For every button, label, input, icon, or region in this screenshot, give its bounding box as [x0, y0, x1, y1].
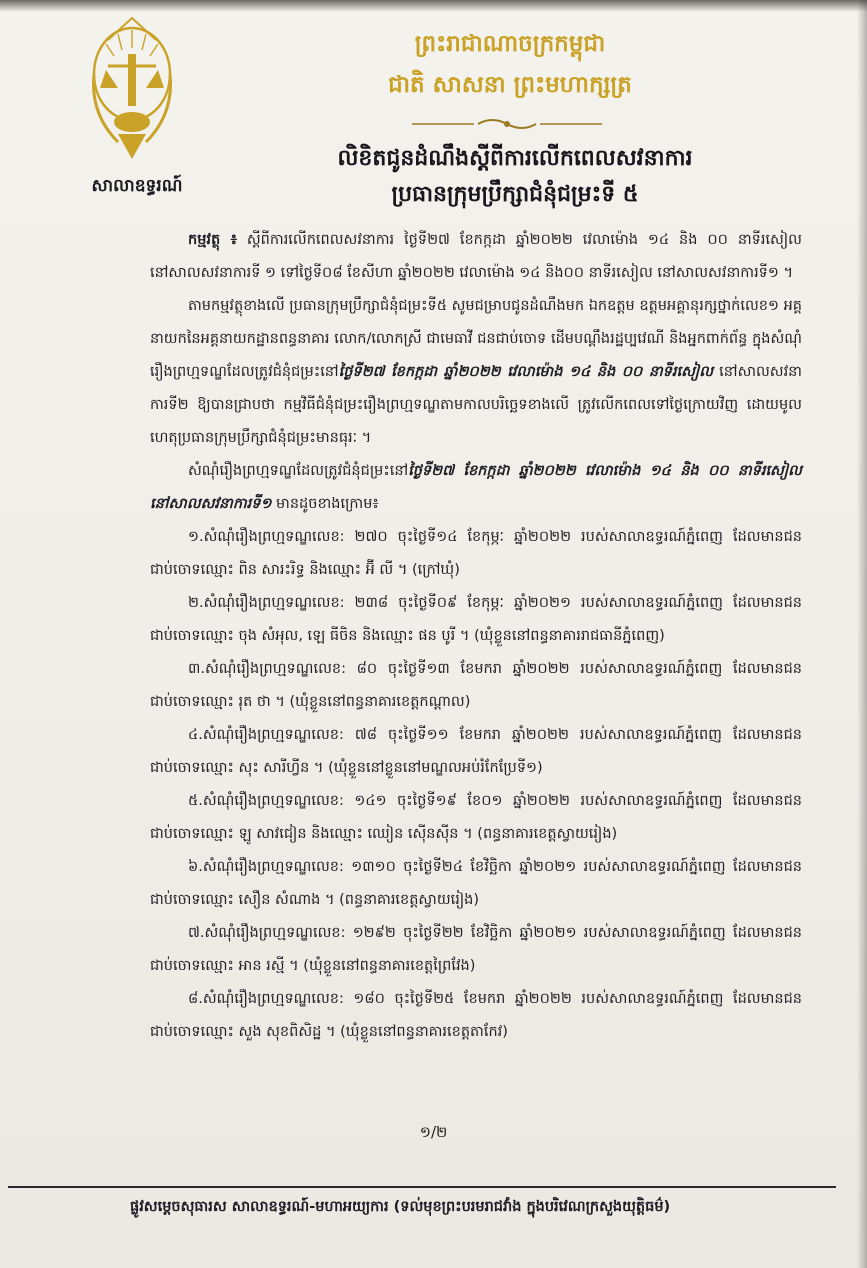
footer-address: ផ្លូវសម្តេចសុធារស សាលាឧទ្ធរណ៍-មហាអយ្យការ (ទល់មុខព្រះបរមរាជវាំង ក្នុងបរិវេណក្រសួងយុត្តិធម៌)	[130, 1199, 671, 1215]
case-item: ១.សំណុំរឿងព្រហ្មទណ្ឌលេខ: ២៧០ ចុះថ្ងៃទី១៤ ខែកុម្ភៈ ឆ្នាំ២០២២ របស់សាលាឧទ្ធរណ៍ភ្នំពេញ ដែលមានជនជាប់ចោទឈ្មោះ ពិន សារះរិទ្ធ និងឈ្មោះ អ៊ី លី ។ (ក្រៅឃុំ)	[150, 529, 802, 578]
divider-ornament-icon	[412, 116, 602, 132]
cases-intro-part-1: សំណុំរឿងព្រហ្មទណ្ឌដែលត្រូវជំនុំជម្រះនៅ	[188, 463, 409, 479]
case-item: ៤.សំណុំរឿងព្រហ្មទណ្ឌលេខ: ៧៨ ចុះថ្ងៃទី១១ ខែមករា ឆ្នាំ២០២២ របស់សាលាឧទ្ធរណ៍ភ្នំពេញ ដែលមានជនជាប់ចោទឈ្មោះ សុះ សារីហ្វីន ។ (ឃុំខ្លួននៅខ្លួននៅមណ្ឌលអប់រំកែប្រែទី១)	[150, 727, 802, 776]
cases-intro-part-2: មានដូចខាងក្រោម៖	[271, 496, 379, 512]
notice-date-emphasis: ថ្ងៃទី២៧ ខែកក្កដា ឆ្នាំ២០២២ វេលាម៉ោង ១៤ និង ០០ នាទីរសៀល	[338, 364, 714, 380]
case-item: ២.សំណុំរឿងព្រហ្មទណ្ឌលេខ: ២៣៨ ចុះថ្ងៃទី០៩ ខែកុម្ភៈ ឆ្នាំ២០២១ របស់សាលាឧទ្ធរណ៍ភ្នំពេញ ដែលមានជនជាប់ចោទឈ្មោះ ចុង សំអុល, ឡេ ធីចិន និងឈ្មោះ ផន បូរី ។ (ឃុំខ្លួននៅពន្ធនាគាររាជធានីភ្នំពេញ)	[150, 595, 802, 644]
subject-paragraph	[150, 224, 802, 290]
notice-paragraph	[150, 290, 802, 455]
ministry-name: សាលាឧទ្ធរណ៍	[91, 176, 183, 196]
case-item: ៨.សំណុំរឿងព្រហ្មទណ្ឌលេខ: ១៨០ ចុះថ្ងៃទី២៥ ខែមករា ឆ្នាំ២០២២ របស់សាលាឧទ្ធរណ៍ភ្នំពេញ ដែលមានជនជាប់ចោទឈ្មោះ សួង សុខពិសិដ្ឋ ។ (ឃុំខ្លួននៅពន្ធនាគារខេត្តតាកែវ)	[150, 991, 802, 1040]
national-motto: ជាតិ សាសនា ព្រះមហាក្សត្រ	[388, 71, 632, 98]
case-item: ៧.សំណុំរឿងព្រហ្មទណ្ឌលេខ: ១២៩២ ចុះថ្ងៃទី២២ ខែវិច្ឆិកា ឆ្នាំ២០២១ របស់សាលាឧទ្ធរណ៍ភ្នំពេញ ដែលមានជនជាប់ចោទឈ្មោះ អាន រស្មី ។ (ឃុំខ្លួននៅពន្ធនាគារខេត្តព្រៃវែង)	[150, 925, 802, 974]
document-title-line-1: លិខិតជូនដំណឹងស្តីពីការលើកពេលសវនាការ	[337, 145, 693, 171]
document-body	[150, 224, 802, 1049]
notice-text-part-2: នៅសាលសវនាការទី២ ឱ្យបានជ្រាបថា កម្មវិធីជំនុំជម្រះរឿងព្រហ្មទណ្ឌតាមកាលបរិច្ឆេទខាងលើ ត្រូវលើកពេលទៅថ្ងៃក្រោយវិញ ដោយមូលហេតុប្រធានក្រុមប្រឹក្សាជំនុំជម្រះមានធុរៈ ។	[150, 364, 802, 446]
page-number: ១/២	[419, 1123, 448, 1141]
kingdom-heading: ព្រះរាជាណាចក្រកម្ពុជា	[414, 30, 606, 57]
page-right-edge	[857, 0, 867, 1268]
footer-divider	[8, 1186, 836, 1188]
subject-text: ស្តីពីការលើកពេលសវនាការ ថ្ងៃទី២៧ ខែកក្កដា ឆ្នាំ២០២២ វេលាម៉ោង ១៤ និង ០០ នាទីរសៀល នៅសាលសវនាការទី ១ ទៅថ្ងៃទី០៨ ខែសីហា ឆ្នាំ២០២២ វេលាម៉ោង ១៤ និង០០ នាទីរសៀល នៅសាលសវនាការទី១ ។	[150, 232, 802, 281]
subject-label: កម្មវត្ថុ ៖	[188, 232, 237, 248]
cases-intro-emphasis: ថ្ងៃទី២៧ ខែកក្កដា ឆ្នាំ២០២២ វេលាម៉ោង ១៤ និង ០០ នាទីរសៀល នៅសាលសវនាការទី១	[150, 463, 802, 512]
notice-text-part-1: តាមកម្មវត្ថុខាងលើ ប្រធានក្រុមប្រឹក្សាជំនុំជម្រះទី៥ សូមជម្រាបជូនដំណឹងមក ឯកឧត្តម ឧត្តមអគ្គានុរក្សថ្នាក់លេខ១ អគ្គនាយកនៃអគ្គនាយកដ្ឋានពន្ធនាគារ លោក/លោកស្រី ជាមេធាវី ជនជាប់ចោទ ដើមបណ្តឹងរដ្ឋប្បវេណី និងអ្នកពាក់ព័ន្ធ ក្នុងសំណុំរឿងព្រហ្មទណ្ឌដែលត្រូវជំនុំជម្រះនៅ	[150, 298, 802, 380]
case-item: ៥.សំណុំរឿងព្រហ្មទណ្ឌលេខ: ១៤១ ចុះថ្ងៃទី១៩ ខែ០១ ឆ្នាំ២០២២ របស់សាលាឧទ្ធរណ៍ភ្នំពេញ ដែលមានជនជាប់ចោទឈ្មោះ ឡូ សាវជៀន និងឈ្មោះ ឈៀន ស៊ើនស៊ីន ។ (ពន្ធនាគារខេត្តស្វាយរៀង)	[150, 793, 802, 842]
royal-arms-emblem-icon	[78, 14, 186, 164]
case-item: ៣.សំណុំរឿងព្រហ្មទណ្ឌលេខ: ៨០ ចុះថ្ងៃទី១៣ ខែមករា ឆ្នាំ២០២២ របស់សាលាឧទ្ធរណ៍ភ្នំពេញ ដែលមានជនជាប់ចោទឈ្មោះ រុត ថា ។ (ឃុំខ្លួននៅពន្ធនាគារខេត្តកណ្តាល)	[150, 661, 802, 710]
page-top-shadow	[0, 0, 867, 12]
document-title-line-2: ប្រធានក្រុមប្រឹក្សាជំនុំជម្រះទី ៥	[391, 181, 639, 207]
cases-intro-paragraph	[150, 455, 802, 521]
case-item: ៦.សំណុំរឿងព្រហ្មទណ្ឌលេខ: ១៣១០ ចុះថ្ងៃទី២៤ ខែវិច្ឆិកា ឆ្នាំ២០២១ របស់សាលាឧទ្ធរណ៍ភ្នំពេញ ដែលមានជនជាប់ចោទឈ្មោះ សឿន សំណាង ។ (ពន្ធនាគារខេត្តស្វាយរៀង)	[150, 859, 802, 908]
